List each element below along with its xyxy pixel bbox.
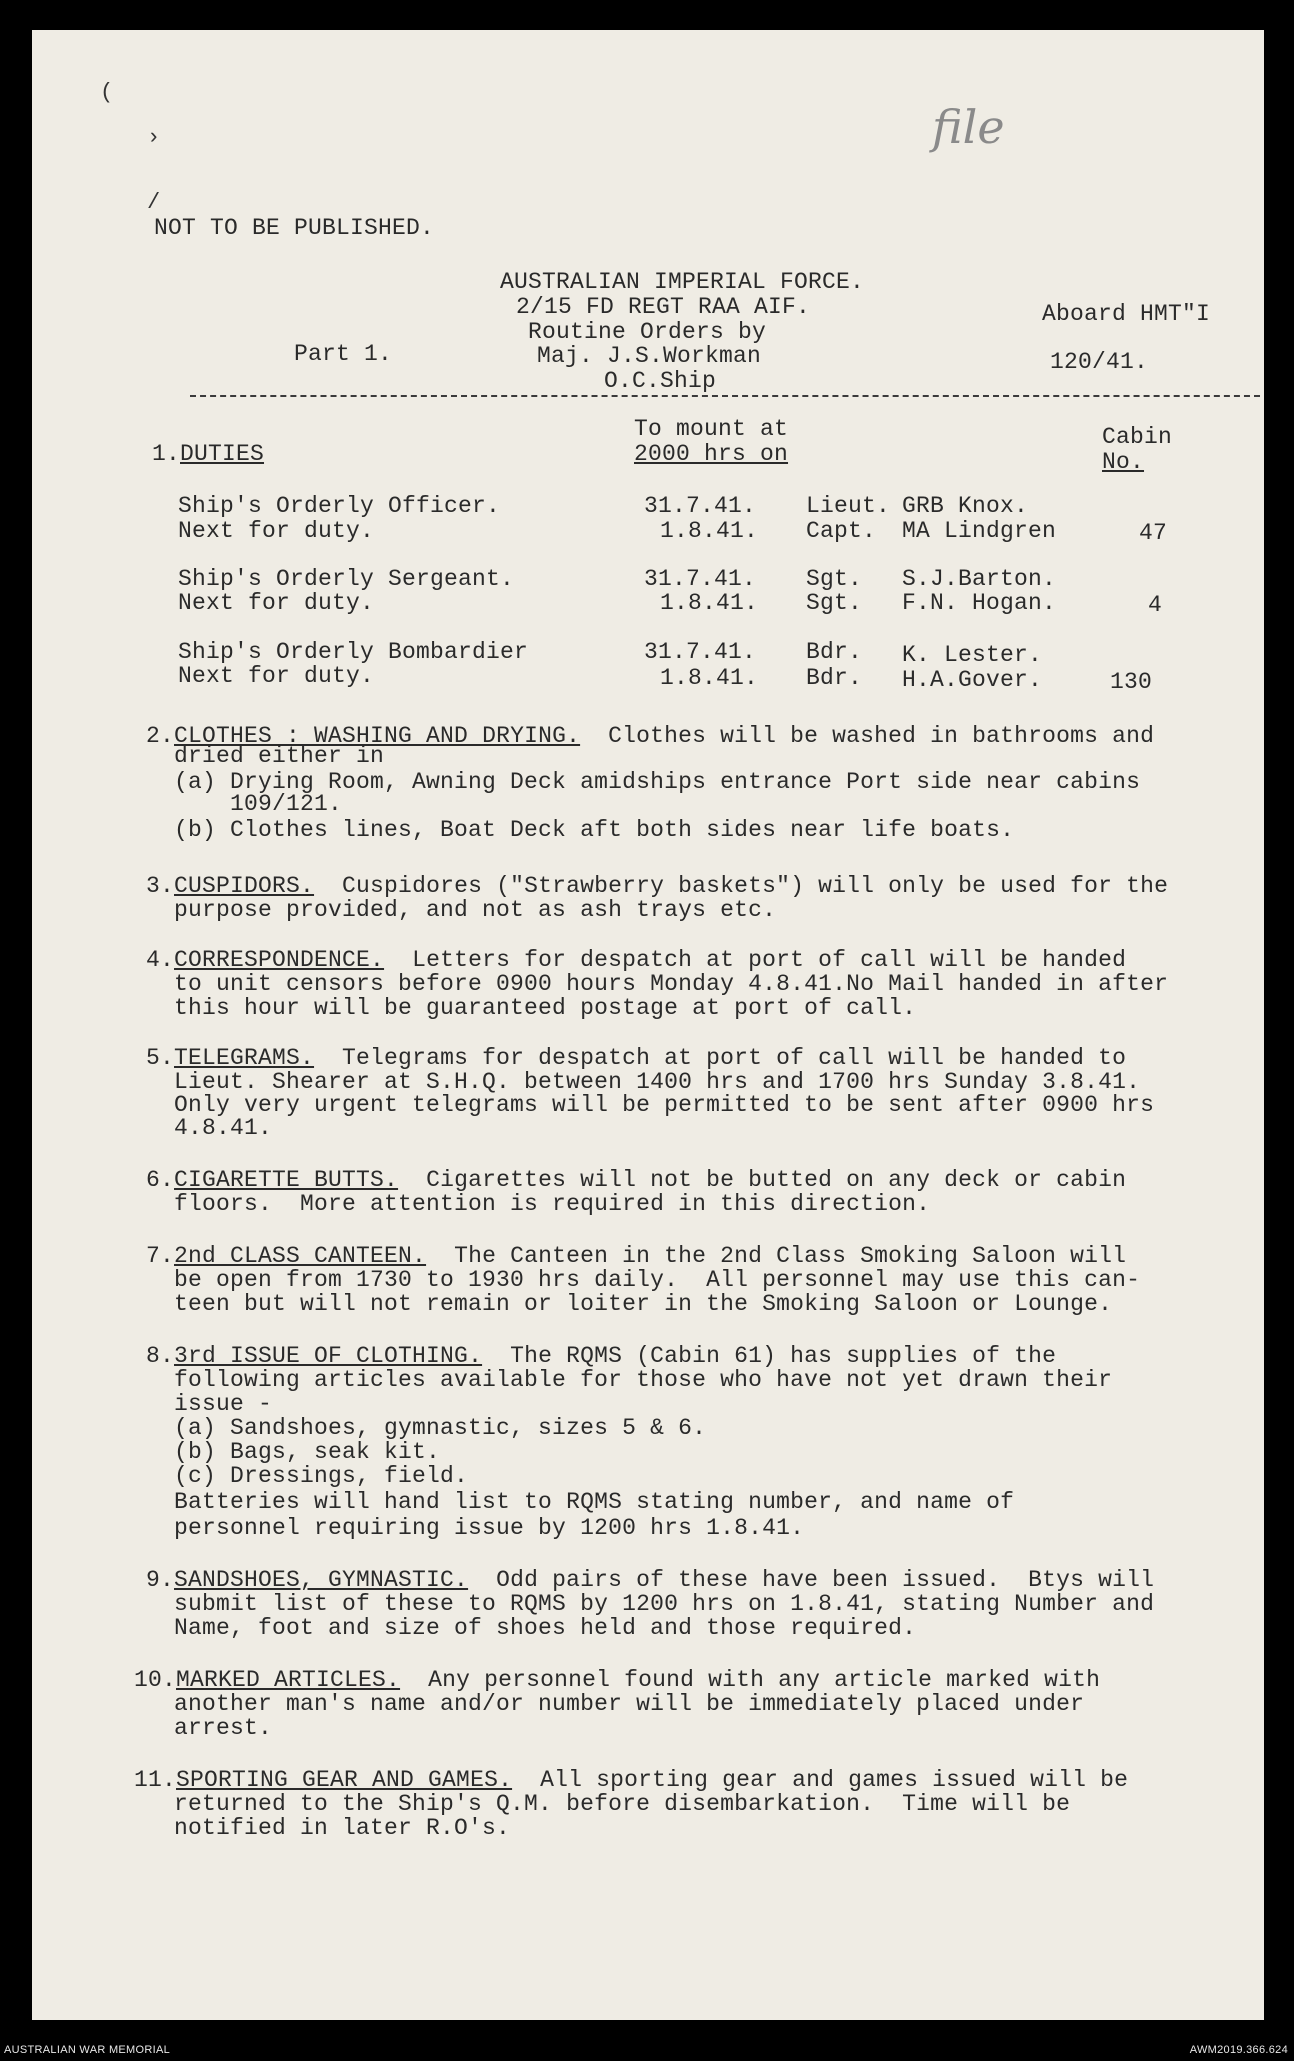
- duty-date: 31.7.41.: [644, 566, 757, 592]
- item-line: teen but will not remain or loiter in the Smoking Saloon or Lounge.: [174, 1291, 1113, 1317]
- item-line: issue -: [174, 1391, 273, 1417]
- item-text: Any personnel found with any article marked with: [400, 1667, 1101, 1693]
- item-line: notified in later R.O's.: [174, 1815, 511, 1841]
- item-title: SANDSHOES, GYMNASTIC.: [174, 1567, 469, 1593]
- item-line: Only very urgent telegrams will be permitted to be sent after 0900 hrs: [174, 1092, 1155, 1118]
- item-title: 3rd ISSUE OF CLOTHING.: [174, 1343, 483, 1369]
- item-title: CIGARETTE BUTTS.: [174, 1167, 399, 1193]
- duty-next: Next for duty.: [178, 663, 375, 689]
- not-published-label: NOT TO BE PUBLISHED.: [154, 215, 435, 241]
- document-page: [32, 30, 1264, 2020]
- duty-date: 1.8.41.: [660, 518, 759, 544]
- item-line: to unit censors before 0900 hours Monday 4.8.41.No Mail handed in after: [174, 971, 1169, 997]
- unit-title: 2/15 FD REGT RAA AIF.: [516, 294, 811, 320]
- duty-name: S.J.Barton.: [902, 566, 1057, 592]
- item-line: arrest.: [174, 1715, 273, 1741]
- duty-name: F.N. Hogan.: [902, 590, 1057, 616]
- item-num: 4.: [146, 947, 175, 973]
- item-num: 9.: [146, 1567, 175, 1593]
- duty-next: Next for duty.: [178, 518, 375, 544]
- item-text: Telegrams for despatch at port of call will be handed to: [314, 1045, 1127, 1071]
- item-text: The Canteen in the 2nd Class Smoking Saloon will: [426, 1243, 1127, 1269]
- duty-role: Ship's Orderly Officer.: [178, 493, 501, 519]
- duty-date: 31.7.41.: [644, 639, 757, 665]
- item-title: CORRESPONDENCE.: [174, 947, 385, 973]
- item-title: 2nd CLASS CANTEEN.: [174, 1243, 427, 1269]
- duty-next: Next for duty.: [178, 590, 375, 616]
- item-line: returned to the Ship's Q.M. before disembarkation. Time will be: [174, 1791, 1071, 1817]
- item-title: CLOTHES : WASHING AND DRYING.: [174, 723, 581, 749]
- order-item: [146, 1046, 1126, 1071]
- mount-header-1: To mount at: [634, 416, 789, 442]
- item-num: 3.: [146, 873, 175, 899]
- duties-title: DUTIES: [180, 441, 265, 467]
- commander-name: Maj. J.S.Workman: [537, 343, 762, 369]
- item-num: 2.: [146, 723, 175, 749]
- item-line: floors. More attention is required in this direction.: [174, 1191, 931, 1217]
- order-item: [146, 948, 1126, 973]
- handwritten-note: file: [932, 100, 1005, 154]
- order-item: [146, 874, 1168, 899]
- part-label: Part 1.: [294, 341, 393, 367]
- orders-by: Routine Orders by: [528, 319, 767, 345]
- order-item: [146, 1568, 1154, 1593]
- duty-rank: Sgt.: [806, 590, 863, 616]
- duty-cabin: 4: [1148, 592, 1163, 618]
- duty-cabin: 130: [1110, 669, 1153, 695]
- duty-role: Ship's Orderly Sergeant.: [178, 566, 515, 592]
- duty-rank: Sgt.: [806, 566, 863, 592]
- item-title: SPORTING GEAR AND GAMES.: [176, 1767, 513, 1793]
- commander-role: O.C.Ship: [604, 368, 717, 394]
- footer-accession: AWM2019.366.624: [1189, 2044, 1288, 2056]
- item-title: MARKED ARTICLES.: [176, 1667, 401, 1693]
- mount-header-2: 2000 hrs on: [634, 441, 789, 467]
- duty-date: 1.8.41.: [660, 665, 759, 691]
- item-line: this hour will be guaranteed postage at port of call.: [174, 995, 917, 1021]
- item-line: (c) Dressings, field.: [174, 1463, 469, 1489]
- duty-rank: Bdr.: [806, 665, 863, 691]
- item-line: (a) Drying Room, Awning Deck amidships entrance Port side near cabins: [174, 769, 1141, 795]
- item-line: be open from 1730 to 1930 hrs daily. All personnel may use this can-: [174, 1267, 1141, 1293]
- duty-name: GRB Knox.: [902, 493, 1029, 519]
- item-title: TELEGRAMS.: [174, 1045, 315, 1071]
- item-text: Letters for despatch at port of call will be handed: [384, 947, 1127, 973]
- item-line: (b) Bags, seak kit.: [174, 1439, 441, 1465]
- cabin-header-1: Cabin: [1102, 424, 1173, 450]
- order-item: [134, 1668, 1100, 1693]
- order-item: [146, 1168, 1126, 1193]
- item-title: CUSPIDORS.: [174, 873, 315, 899]
- header-divider: [190, 395, 1260, 397]
- item-line: another man's name and/or number will be immediately placed under: [174, 1691, 1085, 1717]
- item-num: 6.: [146, 1167, 175, 1193]
- item-line: following articles available for those who have not yet drawn their: [174, 1367, 1113, 1393]
- item-line: 109/121.: [174, 791, 343, 817]
- item-num: 5.: [146, 1045, 175, 1071]
- item-text: All sporting gear and games issued will be: [512, 1767, 1129, 1793]
- aboard-label: Aboard HMT"I: [1042, 301, 1211, 327]
- item-line: submit list of these to RQMS by 1200 hrs on 1.8.41, stating Number and: [174, 1591, 1155, 1617]
- item-text: The RQMS (Cabin 61) has supplies of the: [482, 1343, 1057, 1369]
- margin-mark: ›: [147, 125, 161, 150]
- duty-name: K. Lester.: [902, 642, 1043, 668]
- duty-date: 1.8.41.: [660, 590, 759, 616]
- item-line: (a) Sandshoes, gymnastic, sizes 5 & 6.: [174, 1415, 707, 1441]
- item-line: dried either in: [174, 743, 385, 769]
- order-item: [146, 1244, 1126, 1269]
- duty-name: MA Lindgren: [902, 518, 1057, 544]
- item-text: Cuspidores ("Strawberry baskets") will only be used for the: [314, 873, 1169, 899]
- duty-date: 31.7.41.: [644, 493, 757, 519]
- order-item: [146, 1344, 1056, 1369]
- duty-cabin: 47: [1139, 520, 1168, 546]
- footer-credit: AUSTRALIAN WAR MEMORIAL: [4, 2044, 171, 2056]
- item-line: Batteries will hand list to RQMS stating number, and name of: [174, 1489, 1015, 1515]
- margin-mark: /: [147, 190, 161, 215]
- item-line: Lieut. Shearer at S.H.Q. between 1400 hrs and 1700 hrs Sunday 3.8.41.: [174, 1069, 1141, 1095]
- item-text: Odd pairs of these have been issued. Btys will: [468, 1567, 1155, 1593]
- duty-role: Ship's Orderly Bombardier: [178, 639, 529, 665]
- duty-rank: Capt.: [806, 518, 877, 544]
- item-line: personnel requiring issue by 1200 hrs 1.8.41.: [174, 1515, 805, 1541]
- item-line: (b) Clothes lines, Boat Deck aft both sides near life boats.: [174, 817, 1015, 843]
- duty-rank: Bdr.: [806, 639, 863, 665]
- item-num: 7.: [146, 1243, 175, 1269]
- cabin-header-2: No.: [1102, 449, 1145, 475]
- force-title: AUSTRALIAN IMPERIAL FORCE.: [500, 269, 865, 295]
- margin-mark: (: [100, 80, 114, 105]
- item-text: Cigarettes will not be butted on any deck or cabin: [398, 1167, 1127, 1193]
- item-text: Clothes will be washed in bathrooms and: [580, 723, 1155, 749]
- duties-num: 1.: [152, 441, 181, 467]
- duty-name: H.A.Gover.: [902, 667, 1043, 693]
- item-line: 4.8.41.: [174, 1115, 273, 1141]
- order-item: [134, 1768, 1128, 1793]
- item-line: purpose provided, and not as ash trays etc.: [174, 897, 777, 923]
- item-num: 11.: [134, 1767, 177, 1793]
- order-number: 120/41.: [1050, 349, 1149, 375]
- item-num: 10.: [134, 1667, 177, 1693]
- item-line: Name, foot and size of shoes held and those required.: [174, 1615, 917, 1641]
- item-num: 8.: [146, 1343, 175, 1369]
- duty-rank: Lieut.: [806, 493, 891, 519]
